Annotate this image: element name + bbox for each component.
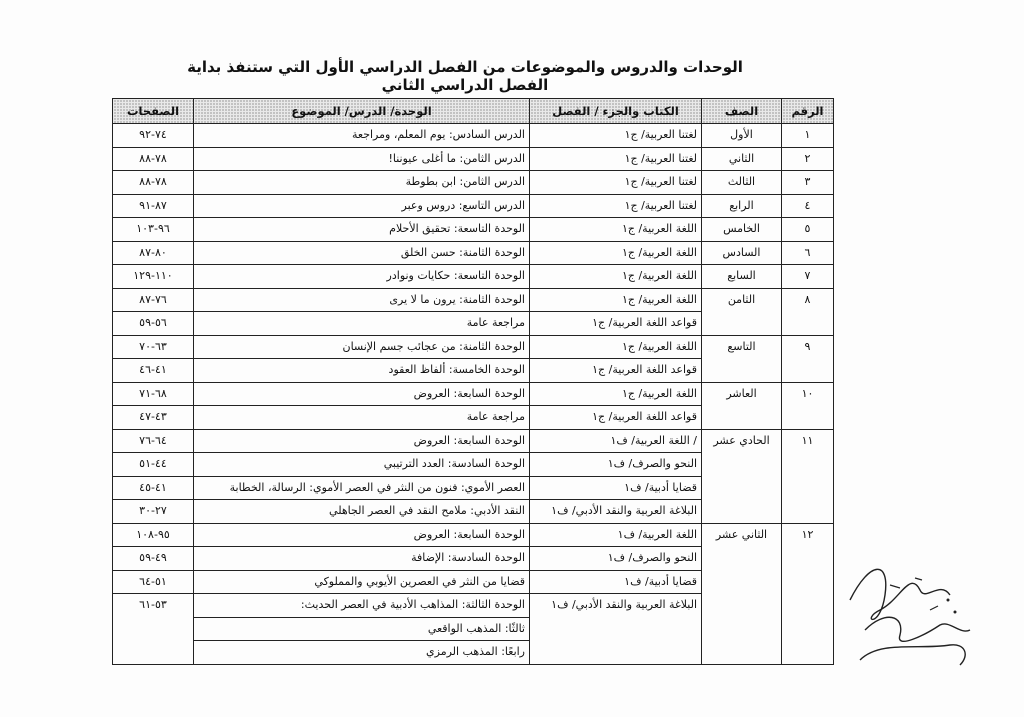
cell-book: / اللغة العربية/ ف١: [530, 429, 702, 453]
cell-grade: الحادي عشر: [702, 429, 782, 523]
cell-pages: ٢٧-٣٠: [113, 500, 194, 524]
table-row: [113, 147, 834, 171]
cell-book: اللغة العربية/ ج١: [530, 241, 702, 265]
table-row: [113, 382, 834, 406]
table-row: [113, 194, 834, 218]
cell-pages: ٦٨-٧١: [113, 382, 194, 406]
header-book: الكتاب والجزء / الفصل: [530, 99, 702, 124]
cell-book: لغتنا العربية/ ج١: [530, 147, 702, 171]
cell-lesson: رابعًا: المذهب الرمزي: [194, 641, 530, 665]
cell-lesson: الدرس الثامن: ما أغلى عيوننا!: [194, 147, 530, 171]
table-row: [113, 265, 834, 289]
cell-lesson: مراجعة عامة: [194, 312, 530, 336]
cell-num: ٤: [782, 194, 834, 218]
cell-pages: ٤١-٤٦: [113, 359, 194, 383]
cell-pages: ٧٨-٨٨: [113, 171, 194, 195]
cell-pages: ٧٨-٨٨: [113, 147, 194, 171]
cell-grade: السادس: [702, 241, 782, 265]
cell-num: ٢: [782, 147, 834, 171]
cell-grade: الرابع: [702, 194, 782, 218]
cell-book: قواعد اللغة العربية/ ج١: [530, 312, 702, 336]
cell-pages: ٦٣-٧٠: [113, 335, 194, 359]
cell-pages: ٥٣-٦١: [113, 594, 194, 665]
cell-lesson: ثالثًا: المذهب الواقعي: [194, 617, 530, 641]
cell-lesson: الوحدة السابعة: العروض: [194, 523, 530, 547]
cell-pages: ٦٤-٧٦: [113, 429, 194, 453]
cell-book: لغتنا العربية/ ج١: [530, 194, 702, 218]
cell-grade: الأول: [702, 124, 782, 148]
cell-pages: ٩٦-١٠٣: [113, 218, 194, 242]
table-row: [113, 335, 834, 359]
table-row: [113, 124, 834, 148]
cell-book: اللغة العربية/ ج١: [530, 218, 702, 242]
header-grade: الصف: [702, 99, 782, 124]
table-row: [113, 429, 834, 453]
cell-pages: ٧٦-٨٧: [113, 288, 194, 312]
cell-book: اللغة العربية/ ف١: [530, 523, 702, 547]
document-title: الوحدات والدروس والموضوعات من الفصل الدراسي الأول التي ستنفذ بداية الفصل الدراسي الثاني: [187, 58, 743, 94]
cell-lesson: الوحدة السابعة: العروض: [194, 429, 530, 453]
cell-pages: ٤٩-٥٩: [113, 547, 194, 571]
cell-lesson: الوحدة الثامنة: حسن الخلق: [194, 241, 530, 265]
cell-lesson: الوحدة التاسعة: تحقيق الأحلام: [194, 218, 530, 242]
cell-book: قضايا أدبية/ ف١: [530, 476, 702, 500]
table-row: [113, 218, 834, 242]
cell-pages: ١١٠-١٢٩: [113, 265, 194, 289]
cell-lesson: الوحدة الثامنة: من عجائب جسم الإنسان: [194, 335, 530, 359]
table-row: [113, 171, 834, 195]
cell-num: ٨: [782, 288, 834, 335]
cell-book: اللغة العربية/ ج١: [530, 335, 702, 359]
cell-book: لغتنا العربية/ ج١: [530, 124, 702, 148]
cell-lesson: الوحدة الثالثة: المذاهب الأدبية في العصر الحديث:: [194, 594, 530, 618]
cell-grade: الثالث: [702, 171, 782, 195]
cell-pages: ٨٠-٨٧: [113, 241, 194, 265]
table-row: [113, 241, 834, 265]
cell-num: ١٠: [782, 382, 834, 429]
cell-pages: ٤٣-٤٧: [113, 406, 194, 430]
table-row: [113, 288, 834, 312]
cell-book: قواعد اللغة العربية/ ج١: [530, 359, 702, 383]
cell-pages: ٩٥-١٠٨: [113, 523, 194, 547]
cell-grade: السابع: [702, 265, 782, 289]
cell-grade: الثامن: [702, 288, 782, 335]
cell-lesson: قضايا من النثر في العصرين الأيوبي والمملوكي: [194, 570, 530, 594]
cell-book: اللغة العربية/ ج١: [530, 382, 702, 406]
cell-pages: ٤١-٤٥: [113, 476, 194, 500]
table-header-row: [113, 99, 834, 124]
cell-lesson: مراجعة عامة: [194, 406, 530, 430]
cell-book: قواعد اللغة العربية/ ج١: [530, 406, 702, 430]
handwritten-signature-icon: [830, 540, 980, 690]
cell-book: لغتنا العربية/ ج١: [530, 171, 702, 195]
cell-lesson: الوحدة التاسعة: حكايات ونوادر: [194, 265, 530, 289]
cell-lesson: النقد الأدبي: ملامح النقد في العصر الجاهلي: [194, 500, 530, 524]
cell-grade: الثاني: [702, 147, 782, 171]
cell-pages: ٧٤-٩٢: [113, 124, 194, 148]
cell-num: ٩: [782, 335, 834, 382]
cell-num: ٧: [782, 265, 834, 289]
cell-lesson: الوحدة الثامنة: يرون ما لا يرى: [194, 288, 530, 312]
cell-lesson: الدرس السادس: يوم المعلم، ومراجعة: [194, 124, 530, 148]
cell-book: البلاغة العربية والنقد الأدبي/ ف١: [530, 594, 702, 665]
cell-grade: التاسع: [702, 335, 782, 382]
schedule-table: [112, 98, 834, 665]
cell-lesson: العصر الأموي: فنون من النثر في العصر الأموي: الرسالة، الخطابة: [194, 476, 530, 500]
cell-num: ١٢: [782, 523, 834, 664]
cell-book: البلاغة العربية والنقد الأدبي/ ف١: [530, 500, 702, 524]
cell-lesson: الوحدة السادسة: العدد الترتيبي: [194, 453, 530, 477]
table-row: [113, 523, 834, 547]
header-lesson: الوحدة/ الدرس/ الموضوع: [194, 99, 530, 124]
cell-pages: ٥٦-٥٩: [113, 312, 194, 336]
cell-num: ١١: [782, 429, 834, 523]
cell-lesson: الوحدة السابعة: العروض: [194, 382, 530, 406]
cell-pages: ٨٧-٩١: [113, 194, 194, 218]
cell-num: ٣: [782, 171, 834, 195]
cell-pages: ٤٤-٥١: [113, 453, 194, 477]
cell-num: ١: [782, 124, 834, 148]
cell-lesson: الوحدة الخامسة: ألفاظ العقود: [194, 359, 530, 383]
cell-book: النحو والصرف/ ف١: [530, 453, 702, 477]
cell-pages: ٥١-٦٤: [113, 570, 194, 594]
cell-book: اللغة العربية/ ج١: [530, 288, 702, 312]
cell-book: قضايا أدبية/ ف١: [530, 570, 702, 594]
cell-book: اللغة العربية/ ج١: [530, 265, 702, 289]
cell-book: النحو والصرف/ ف١: [530, 547, 702, 571]
cell-lesson: الدرس الثامن: ابن بطوطة: [194, 171, 530, 195]
cell-grade: الخامس: [702, 218, 782, 242]
header-num: الرقم: [782, 99, 834, 124]
cell-lesson: الوحدة السادسة: الإضافة: [194, 547, 530, 571]
cell-num: ٥: [782, 218, 834, 242]
cell-grade: العاشر: [702, 382, 782, 429]
cell-num: ٦: [782, 241, 834, 265]
header-pages: الصفحات: [113, 99, 194, 124]
cell-grade: الثاني عشر: [702, 523, 782, 664]
cell-lesson: الدرس التاسع: دروس وعبر: [194, 194, 530, 218]
